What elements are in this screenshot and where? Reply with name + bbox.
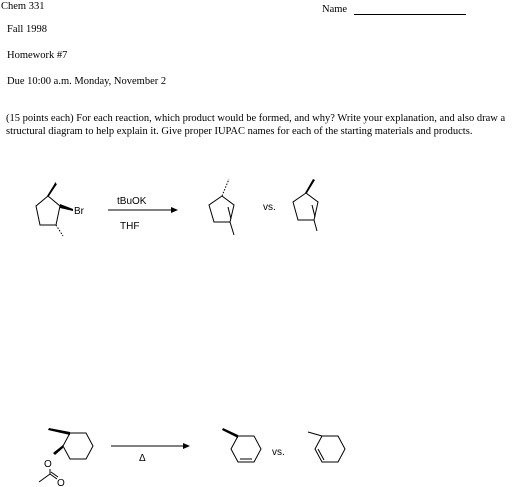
course-label: Chem 331 xyxy=(1,1,45,12)
reagent-label: tBuOK xyxy=(117,196,147,207)
heat-label: Δ xyxy=(139,453,146,464)
due-label: Due 10:00 a.m. Monday, November 2 xyxy=(7,76,167,87)
reaction2-vs-label: vs. xyxy=(272,447,285,458)
instructions-paragraph: (15 points each) For each reaction, which product would be formed, and why? Write your explanation, and also draw a structural diagram to help explain it. Give proper IUPAC names for each of the starting materials and products. xyxy=(6,113,506,137)
ester-oxygen-label: O xyxy=(44,459,52,470)
bromine-label: Br xyxy=(74,206,84,217)
solvent-label: THF xyxy=(120,221,140,232)
name-label: Name xyxy=(322,4,348,15)
carbonyl-oxygen-label: O xyxy=(57,478,65,487)
term-label: Fall 1998 xyxy=(7,24,47,35)
assignment-label: Homework #7 xyxy=(7,50,68,61)
reaction1-vs-label: vs. xyxy=(263,202,276,213)
